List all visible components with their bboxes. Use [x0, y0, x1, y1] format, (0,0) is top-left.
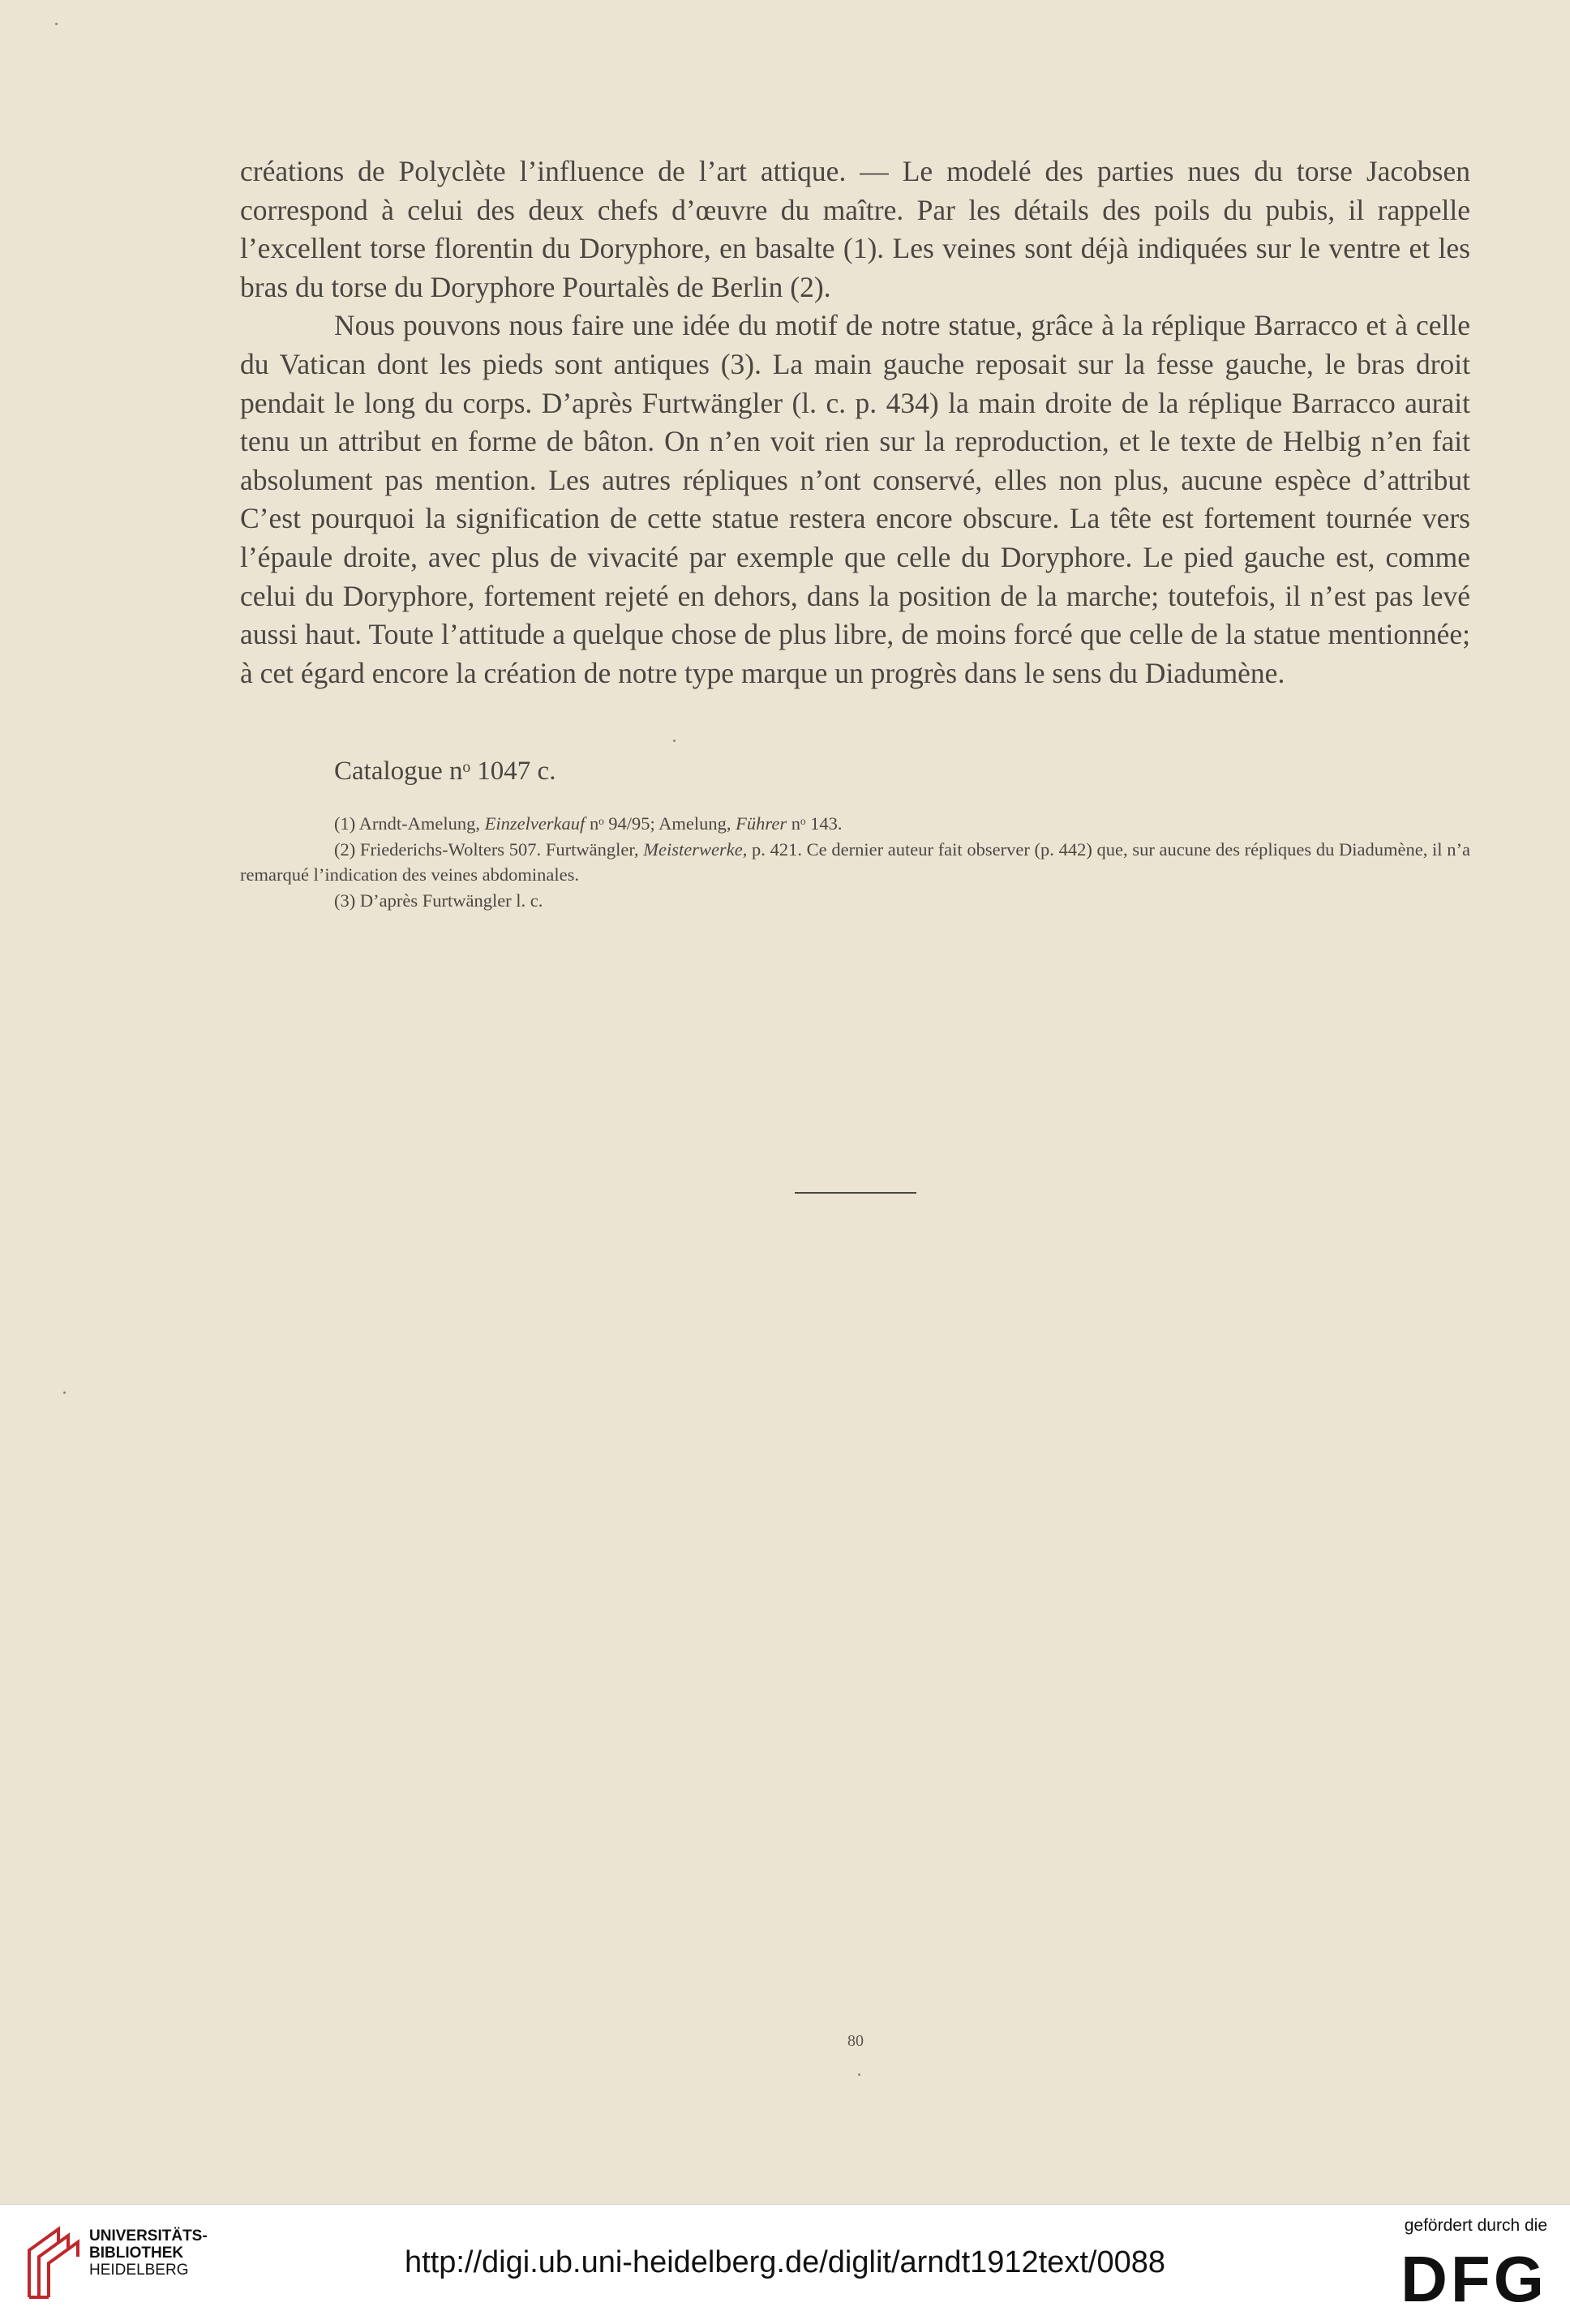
paragraph-1: créations de Polyclète l’influence de l’art attique. — Le modelé des parties nues du torse Jacobsen correspond à celui des deux chefs d’œuvre du maître. Par les détails des poils du pubis, il rappelle l’excellent torse florentin du Doryphore, en basalte (1). Les veines sont déjà indiquées sur le ventre et les bras du torse du Doryphore Pourtalès de Berlin (2). — [240, 155, 1470, 303]
scan-speck — [63, 1391, 66, 1394]
footnotes — [240, 811, 1470, 913]
footnote-1-text-end: nᵒ 143. — [787, 813, 843, 834]
library-name-line-1: UNIVERSITÄTS- — [89, 2228, 208, 2245]
footnote-3: (3) D’après Furtwängler l. c. — [334, 890, 543, 911]
footnote-2-text: (2) Friederichs-Wolters 507. Furtwängler, — [334, 838, 644, 860]
body-text — [240, 152, 1470, 692]
library-name-line-3: HEIDELBERG — [89, 2262, 189, 2279]
footnote-1-text: (1) Arndt-Amelung, — [334, 813, 485, 834]
page-number: 80 — [847, 2032, 864, 2050]
scan-speck — [55, 23, 58, 25]
scan-speck — [673, 740, 676, 742]
footnote-2 — [240, 837, 1470, 888]
dfg-logo: DFG — [1401, 2243, 1547, 2315]
footnote-1-title-1: Einzelverkauf — [484, 813, 586, 834]
library-name-line-2: BIBLIOTHEK — [89, 2245, 184, 2262]
footnote-1-title-2: Führer — [736, 813, 787, 834]
funding-label: gefördert durch die — [1404, 2216, 1547, 2235]
footnote-2-text-end: , p. 421. Ce dernier auteur fait observer (p. 442) que, sur aucune des répliques du Diadumène, il n’a remarqué l’indication des veines abdominales. — [240, 838, 1470, 885]
scan-speck — [858, 2073, 860, 2076]
footer-bar — [0, 2204, 1570, 2324]
paragraph-2: Nous pouvons nous faire une idée du motif de notre statue, grâce à la réplique Barracco et à celle du Vatican dont les pieds sont antiques (3). La main gauche reposait sur la fesse gauche, le bras droit pendait le long du corps. D’après Furtwängler (l. c. p. 434) la main droite de la réplique Barracco aurait tenu un attribut en forme de bâton. On n’en voit rien sur la reproduction, et le texte de Helbig n’en fait absolument pas mention. Les autres répliques n’ont conservé, elles non plus, aucune espèce d’attribut C’est pourquoi la signification de cette statue restera encore obscure. La tête est fortement tournée vers l’épaule droite, avec plus de vivacité par exemple que celle du Doryphore. Le pied gauche est, comme celui du Doryphore, fortement rejeté en dehors, dans la position de la marche; toutefois, il n’est pas levé aussi haut. Toute l’attitude a quelque chose de plus libre, de moins forcé que celle de la statue mentionnée; à cet égard encore la création de notre type marque un progrès dans le sens du Diadumène. — [240, 309, 1470, 689]
catalogue-reference: Catalogue nᵒ 1047 c. — [334, 757, 556, 786]
end-rule — [795, 1192, 916, 1194]
source-url-link[interactable]: http://digi.ub.uni-heidelberg.de/diglit/arndt1912text/0088 — [404, 2245, 1165, 2279]
footnote-2-title: Meisterwerke — [643, 838, 743, 860]
footnote-1 — [240, 811, 1470, 837]
footnote-1-text-mid: nᵒ 94/95; Amelung, — [585, 813, 736, 834]
